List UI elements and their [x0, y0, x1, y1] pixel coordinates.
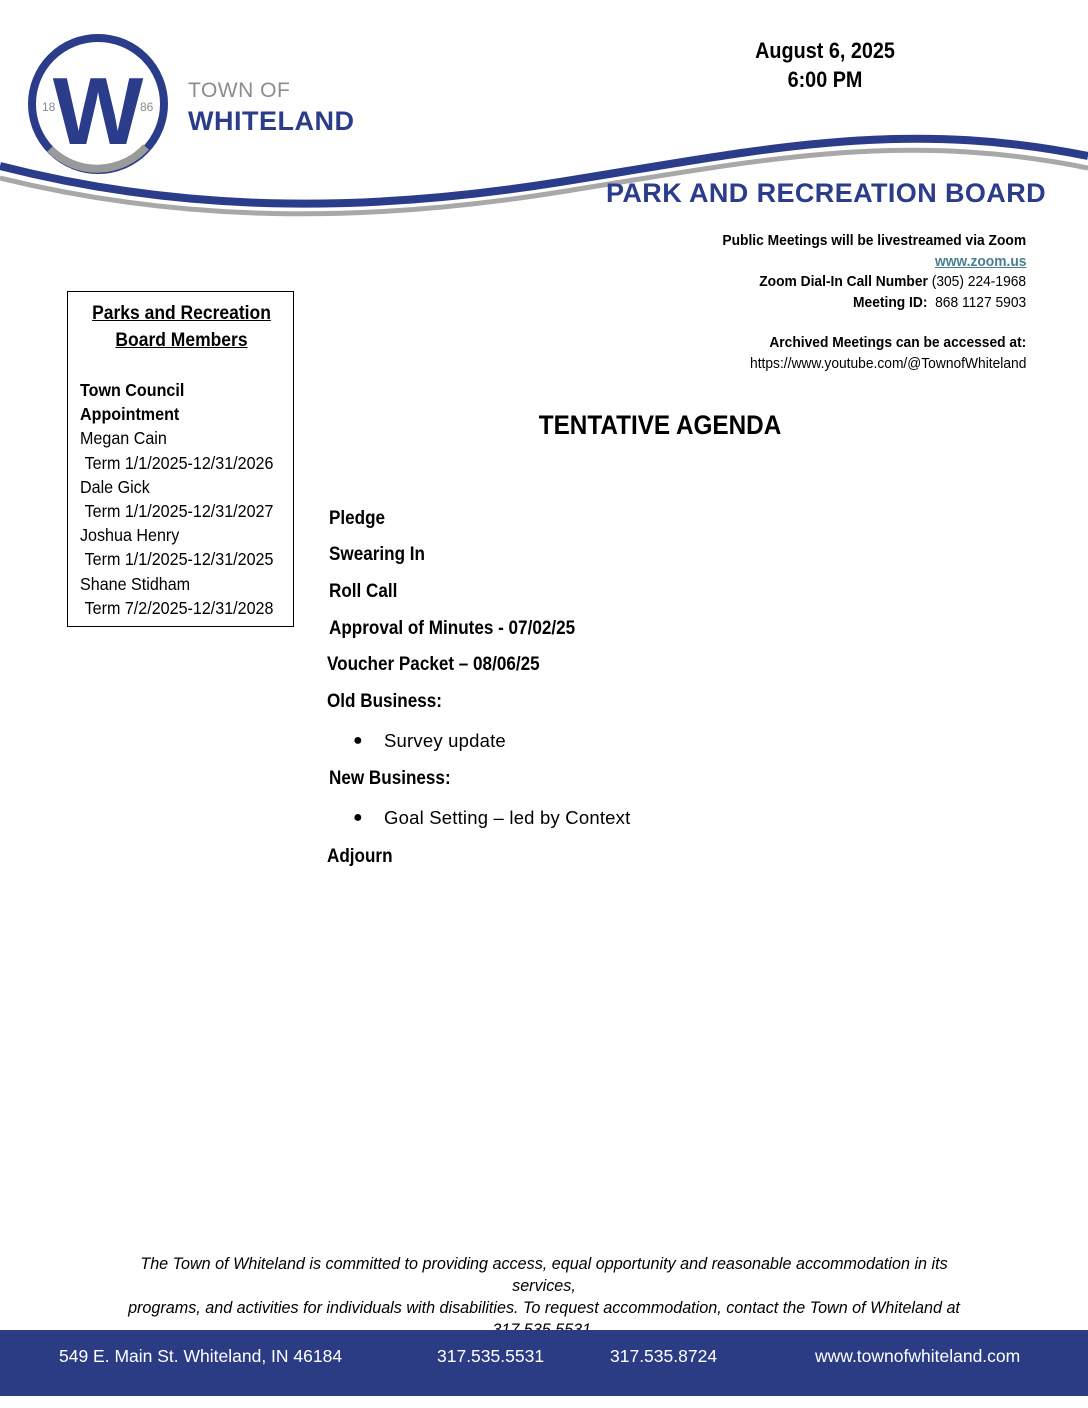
footer-website[interactable]: www.townofwhiteland.com: [815, 1346, 1021, 1366]
member-name: Megan Cain: [80, 428, 167, 449]
members-list: [80, 378, 273, 620]
meeting-id-line: [853, 294, 1026, 311]
logo-town-of: TOWN OF: [188, 79, 291, 102]
dial-in-label: Zoom Dial-In Call Number: [759, 273, 928, 290]
footer-address: 549 E. Main St. Whiteland, IN 46184: [59, 1346, 343, 1366]
member-term: Term 1/1/2025-12/31/2026: [84, 452, 274, 473]
appointment-line1: Town Council: [80, 380, 185, 400]
bullet-icon: ●: [353, 809, 363, 826]
zoom-link[interactable]: www.zoom.us: [934, 253, 1026, 270]
board-members-box: [67, 291, 294, 627]
meeting-id-value: 868 1127 5903: [934, 294, 1026, 311]
dial-in-line: [759, 273, 1026, 290]
zoom-link-line: [935, 253, 1026, 270]
livestream-notice: Public Meetings will be livestreamed via Zoom: [722, 232, 1026, 249]
logo-year-left: 18: [42, 100, 56, 114]
logo-letter: W: [52, 58, 144, 165]
meeting-id-label: Meeting ID:: [852, 294, 928, 311]
members-heading-line2: Board Members: [115, 330, 248, 351]
disclaimer-line2: programs, and activities for individuals with disabilities. To request accommodation, contact the Town of Whiteland at: [128, 1298, 960, 1317]
agenda-item-new-business: New Business:: [329, 768, 451, 789]
bullet-icon: ●: [353, 732, 363, 749]
logo-town-name: WHITELAND: [188, 106, 355, 136]
agenda-item-approval-minutes: Approval of Minutes - 07/02/25: [329, 618, 576, 639]
old-business-bullet: Survey update: [384, 730, 506, 751]
agenda-title: TENTATIVE AGENDA: [538, 410, 782, 440]
disclaimer-line1: The Town of Whiteland is committed to providing access, equal opportunity and reasonable accommodation in its services,: [140, 1254, 948, 1295]
town-logo-seal: [26, 32, 170, 176]
appointment-line2: Appointment: [80, 404, 180, 425]
dial-in-number: (305) 224-1968: [931, 273, 1026, 290]
agenda-item-adjourn: Adjourn: [327, 846, 393, 867]
agenda-item-old-business: Old Business:: [327, 691, 442, 712]
member-term: Term 7/2/2025-12/31/2028: [84, 597, 274, 618]
board-title: PARK AND RECREATION BOARD: [606, 178, 1046, 208]
archive-label: Archived Meetings can be accessed at:: [769, 334, 1026, 351]
footer-phone-main[interactable]: 317.535.5531: [437, 1346, 545, 1366]
member-term: Term 1/1/2025-12/31/2027: [84, 501, 274, 522]
agenda-item-voucher-packet: Voucher Packet – 08/06/25: [327, 654, 540, 675]
meeting-time: 6:00 PM: [787, 67, 863, 92]
members-heading-line1: Parks and Recreation: [92, 303, 271, 324]
archive-url[interactable]: https://www.youtube.com/@TownofWhiteland: [749, 355, 1026, 372]
members-heading: [77, 300, 286, 354]
footer-phone-secondary[interactable]: 317.535.8724: [610, 1346, 718, 1366]
member-term: Term 1/1/2025-12/31/2025: [84, 549, 274, 570]
member-name: Joshua Henry: [80, 525, 180, 546]
agenda-item-swearing-in: Swearing In: [329, 544, 425, 565]
new-business-bullet: Goal Setting – led by Context: [384, 807, 631, 828]
agenda-item-roll-call: Roll Call: [329, 581, 398, 602]
agenda-item-pledge: Pledge: [329, 508, 386, 529]
member-name: Dale Gick: [80, 476, 150, 497]
meeting-date: August 6, 2025: [755, 38, 895, 63]
member-name: Shane Stidham: [80, 573, 191, 594]
logo-year-right: 86: [140, 100, 154, 114]
accessibility-disclaimer: [113, 1253, 976, 1341]
